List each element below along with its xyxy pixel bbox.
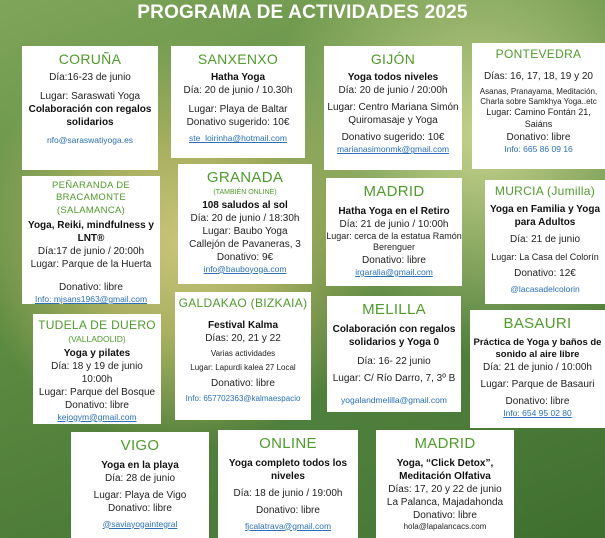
event-place: Lugar: cerca de la estatua Ramón Berenguer	[326, 230, 462, 253]
event-title: Práctica de Yoga y baños de sonido al aire libre	[473, 336, 602, 360]
event-date: Día: 20 de junio / 18:30h	[190, 212, 300, 224]
city-name: BASAURI	[503, 315, 572, 332]
event-donation: Donativo sugerido: 10€	[186, 117, 290, 129]
page-title: PROGRAMA DE ACTIVIDADES 2025	[137, 2, 468, 23]
event-extra: Colaboración con regalos solidarios	[28, 104, 152, 129]
event-time: 10:00h	[81, 373, 113, 385]
city-name: PONTEVEDRA	[495, 47, 582, 61]
card-madrid-retiro	[326, 178, 462, 286]
contact-email[interactable]: fjcalatrava@gmail.com	[244, 520, 332, 531]
card-galdakao	[175, 292, 311, 420]
event-place: Lugar: Parque del Bosque	[38, 386, 156, 398]
event-activities: Varias actividades	[210, 348, 276, 358]
contact-info[interactable]: Info: 657702363@kalmaespacio	[185, 394, 301, 404]
event-date: Día:16-23 de junio	[49, 72, 131, 84]
city-name: MURCIA (Jumilla)	[494, 184, 596, 198]
contact-email[interactable]: info@bauboyoga.com	[203, 263, 287, 274]
event-donation: Donativo: libre	[505, 396, 570, 408]
event-donation: Donativo: libre	[256, 504, 320, 516]
event-place: Lugar: Saraswati Yoga	[39, 91, 141, 103]
event-date: Días: 16, 17, 18, 19 y 20	[484, 70, 593, 82]
city-name: MELILLA	[362, 301, 426, 318]
event-title: Yoga y pilates	[63, 347, 131, 359]
card-online	[218, 430, 358, 538]
event-place: Lugar: Parque de la Huerta	[30, 259, 152, 271]
card-penaranda	[22, 176, 160, 304]
event-place: Lugar: C/ Río Darro, 7, 3º B	[332, 372, 456, 384]
event-title: Hatha Yoga	[210, 72, 266, 84]
event-date: Día: 20 de junio / 20:00h	[338, 85, 448, 97]
city-name: MADRID	[414, 435, 476, 452]
card-basauri	[470, 310, 605, 428]
event-donation: Donativo sugerido: 10€	[341, 132, 445, 144]
contact-email[interactable]: yogalandmelilla@gmail.com	[341, 394, 447, 405]
event-place: La Palanca, Majadahonda	[386, 496, 504, 508]
contact-social[interactable]: @saviayogaintegral	[102, 518, 178, 529]
contact-email[interactable]: ste_loirinha@hotmail.com	[189, 133, 287, 144]
event-donation: Donativo: libre	[362, 254, 426, 266]
event-place: Lugar: Camino Fontán 21, Saiáns	[486, 107, 591, 130]
event-date: Día: 21 de junio / 10:00h	[483, 362, 592, 374]
event-title: Yoga en la playa	[101, 459, 179, 471]
event-title: Yoga en Familia y Yoga para Adultos	[489, 203, 601, 228]
city-name: GRANADA	[206, 169, 284, 186]
event-date: Día: 16- 22 junio	[357, 355, 431, 367]
event-date: Día: 20 de junio / 10.30h	[183, 85, 293, 97]
city-name: ONLINE	[259, 435, 317, 452]
contact-social[interactable]: @lacasadelcolorin	[510, 284, 580, 295]
city-name: PEÑARANDA DE BRACAMONTE (SALAMANCA)	[51, 180, 131, 216]
city-name: VIGO	[120, 437, 160, 454]
contact-email[interactable]: hola@lapalancacs.com	[403, 521, 487, 531]
event-title: Festival Kalma	[207, 319, 279, 331]
city-subtitle: (VALLADOLID)	[68, 333, 126, 344]
card-pontevedra	[472, 43, 605, 169]
event-date: Día: 21 de junio	[509, 233, 581, 245]
event-place: Lugar: Playa de Vigo	[93, 489, 187, 501]
city-name: SANXENXO	[197, 51, 279, 67]
event-place-detail: Callejón de Pavaneras, 3	[189, 238, 301, 250]
event-title: Yoga completo todos los niveles	[228, 457, 348, 482]
event-donation: Donativo: libre	[108, 502, 172, 514]
event-date: Día:17 de junio / 20:00h	[37, 246, 145, 258]
event-date: Días: 20, 21 y 22	[205, 332, 281, 344]
event-date: Día: 21 de junio / 10:00h	[339, 218, 449, 230]
event-date: Día: 18 de junio / 19:00h	[233, 487, 343, 499]
event-date: Día: 18 y 19 de junio	[51, 360, 143, 372]
card-granada	[178, 164, 312, 284]
event-donation: Donativo: libre	[506, 131, 571, 143]
card-madrid-majadahonda	[376, 430, 514, 538]
event-place: Lugar: Playa de Baltar	[188, 104, 288, 116]
contact-email[interactable]: nfo@saraswatiyoga.es	[46, 135, 134, 146]
city-subtitle: (TAMBIÉN ONLINE)	[213, 188, 277, 196]
event-donation: Donativo: 12€	[514, 268, 576, 280]
event-place: Lugar: Baubo Yoga	[202, 225, 288, 237]
card-tudela	[33, 314, 161, 424]
event-title: Yoga, Reiki, mindfulness y LNT®	[28, 220, 154, 245]
event-title: Yoga, “Click Detox”, Meditación Olfativa	[396, 457, 494, 482]
contact-phone[interactable]: Info: 654 95 02 80	[503, 408, 572, 419]
city-name: GIJÓN	[370, 51, 416, 67]
event-title: 108 saludos al sol	[202, 199, 288, 211]
event-date: Días: 17, 20 y 22 de junio	[388, 483, 502, 495]
city-name: GALDAKAO (BIZKAIA)	[178, 296, 308, 310]
card-vigo	[71, 432, 209, 538]
card-coruna	[22, 46, 158, 170]
event-place-detail: Quiromasaje y Yoga	[348, 115, 438, 127]
event-place: Lugar: Parque de Basauri	[480, 379, 595, 391]
event-donation: Donativo: 9€	[216, 251, 274, 263]
event-date: Día: 28 de junio	[104, 472, 176, 484]
city-name: CORUÑA	[58, 51, 122, 67]
event-title: Asanas, Pranayama, Meditación, Charla sobre Samkhya Yoga..etc	[479, 86, 598, 106]
event-place: Lugar: Lapurdi kalea 27 Local	[190, 362, 296, 372]
contact-email[interactable]: kejogym@gmail.com	[57, 411, 137, 422]
event-title: Hatha Yoga en el Retiro	[338, 205, 450, 217]
city-name: TUDELA DE DUERO	[38, 318, 156, 332]
contact-email[interactable]: marianasimonmk@gmail.com	[336, 144, 450, 155]
contact-phone[interactable]: Info: 665 86 09 16	[504, 143, 573, 154]
card-murcia	[485, 180, 605, 304]
event-donation: Donativo: libre	[413, 509, 477, 521]
card-gijon	[324, 46, 462, 170]
event-donation: Donativo: libre	[65, 399, 129, 411]
contact-email[interactable]: Info: mjsans1963@gmail.com	[34, 294, 148, 304]
event-place: Lugar: La Casa del Colorín	[491, 251, 599, 262]
event-donation: Donativo: libre	[211, 378, 275, 390]
contact-email[interactable]: irgaralia@gmail.com	[355, 266, 433, 277]
city-name: MADRID	[363, 183, 425, 200]
card-melilla	[327, 296, 461, 412]
card-sanxenxo	[171, 46, 305, 158]
event-title: Colaboración con regalos solidarios y Yoga 0	[332, 323, 456, 348]
event-title: Yoga todos niveles	[347, 72, 439, 84]
event-donation: Donativo: libre	[59, 282, 123, 294]
event-place: Lugar: Centro Mariana Simón	[327, 102, 459, 114]
